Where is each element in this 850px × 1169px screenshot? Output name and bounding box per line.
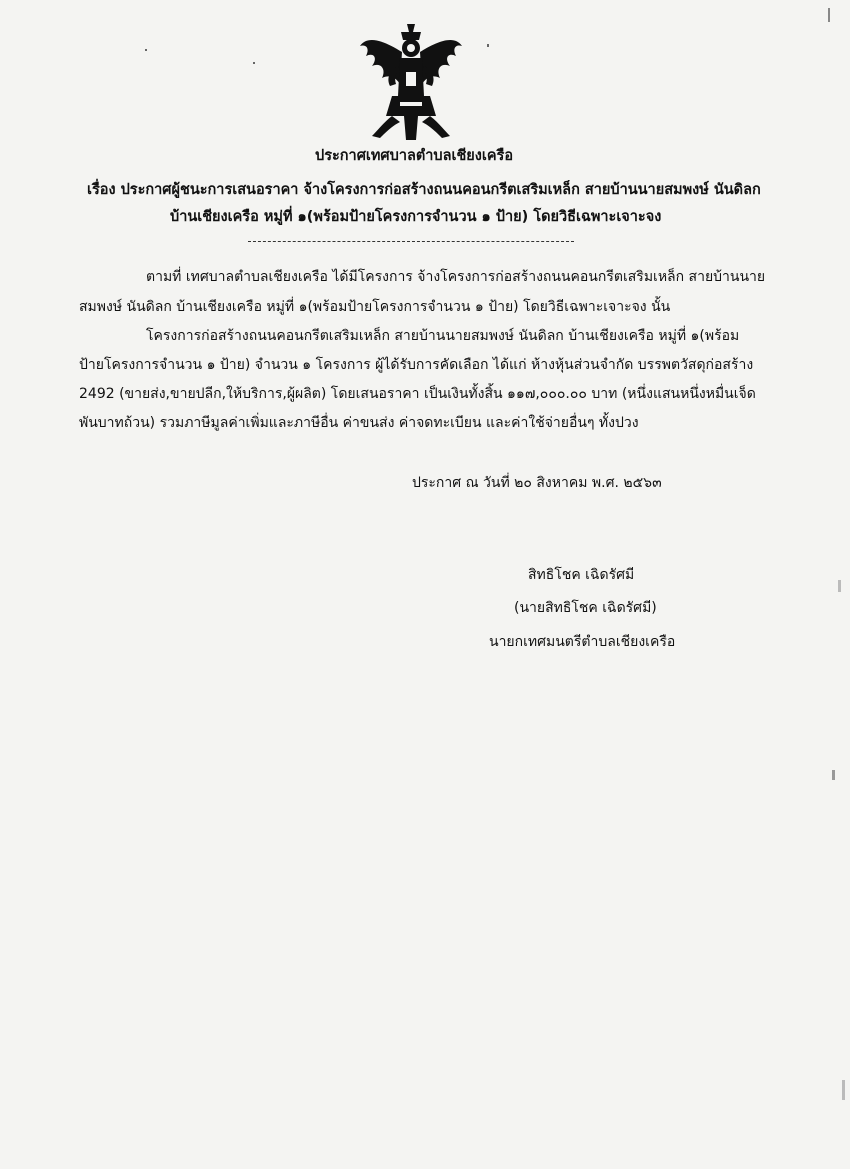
signature-name: สิทธิโชค เฉิดรัศมี [528,567,635,583]
issuer-title: ประกาศเทศบาลตำบลเชียงเครือ [315,148,514,164]
paragraph-2-line-4: พันบาทถ้วน) รวมภาษีมูลค่าเพิ่มและภาษีอื่น ค่าขนส่ง ค่าจดทะเบียน และค่าใช้จ่ายอื่นๆ ทั้งปวง [79,415,639,431]
scan-speck [253,62,255,64]
announcement-date: ประกาศ ณ วันที่ ๒๐ สิงหาคม พ.ศ. ๒๕๖๓ [412,475,662,491]
scan-speck [487,44,489,47]
paragraph-1-line-2: สมพงษ์ นันดิลก บ้านเชียงเครือ หมู่ที่ ๑(พร้อมป้ายโครงการจำนวน ๑ ป้าย) โดยวิธีเฉพาะเจาะจง นั้น [79,299,671,315]
scan-edge-mark [838,580,841,592]
subject-line-1: เรื่อง ประกาศผู้ชนะการเสนอราคา จ้างโครงการก่อสร้างถนนคอนกรีตเสริมเหล็ก สายบ้านนายสมพงษ์ นันดิลก [87,182,761,198]
scan-speck [145,49,147,51]
paragraph-2-line-3: 2492 (ขายส่ง,ขายปลีก,ให้บริการ,ผู้ผลิต) โดยเสนอราคา เป็นเงินทั้งสิ้น ๑๑๗,๐๐๐.๐๐ บาท (หนึ่งแสนหนึ่งหมื่นเจ็ด [79,386,756,402]
paragraph-1-line-1: ตามที่ เทศบาลตำบลเชียงเครือ ได้มีโครงการ จ้างโครงการก่อสร้างถนนคอนกรีตเสริมเหล็ก สายบ้านนาย [146,269,766,285]
signer-position: นายกเทศมนตรีตำบลเชียงเครือ [489,634,676,650]
scan-edge-mark [842,1080,845,1100]
paragraph-2-line-2: ป้ายโครงการจำนวน ๑ ป้าย) จำนวน ๑ โครงการ ผู้ได้รับการคัดเลือก ได้แก่ ห้างหุ้นส่วนจำกัด บรรพตวัสดุก่อสร้าง [79,357,754,373]
scan-speck [828,8,830,22]
separator-rule [248,241,574,242]
garuda-emblem-icon [356,22,466,144]
paragraph-2-line-1: โครงการก่อสร้างถนนคอนกรีตเสริมเหล็ก สายบ้านนายสมพงษ์ นันดิลก บ้านเชียงเครือ หมู่ที่ ๑(พร้อม [146,328,740,344]
subject-line-2: บ้านเชียงเครือ หมู่ที่ ๑(พร้อมป้ายโครงการจำนวน ๑ ป้าย) โดยวิธีเฉพาะเจาะจง [170,209,662,225]
scan-edge-mark [832,770,835,780]
printed-name: (นายสิทธิโชค เฉิดรัศมี) [514,600,657,616]
